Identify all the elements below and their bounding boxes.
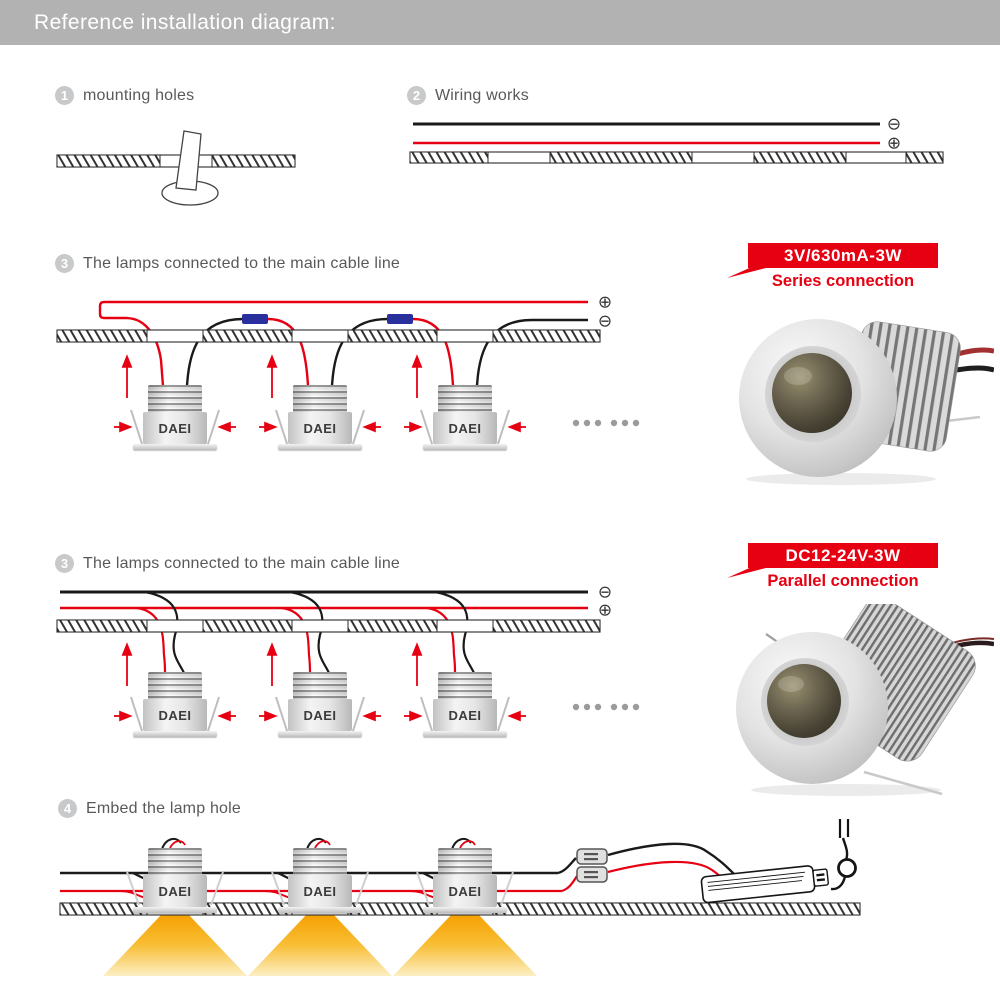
lamp-flange <box>133 907 217 913</box>
lamp-flange <box>278 731 362 737</box>
lamp-flange <box>423 731 507 737</box>
minus-icon: ⊖ <box>597 582 613 602</box>
lamp-embed-2 <box>275 848 365 913</box>
step4-label: Embed the lamp hole <box>86 799 242 817</box>
minus-icon: ⊖ <box>886 114 902 134</box>
lamp-brand-label: DAEI <box>158 707 192 723</box>
series-ellipsis-dots <box>573 420 639 426</box>
lamp-series-3 <box>420 385 510 450</box>
lamp-heatsink <box>293 385 347 413</box>
led-driver <box>701 819 856 903</box>
lamp-body <box>433 699 497 731</box>
lamp-flange <box>133 444 217 450</box>
step1-label: mounting holes <box>83 86 195 104</box>
lamp-heatsink <box>438 385 492 413</box>
series-spec-badge: 3V/630mA-3W <box>748 243 938 268</box>
lamp-flange <box>278 907 362 913</box>
parallel-wiring <box>57 592 600 673</box>
lamp-body <box>288 875 352 907</box>
lamp-brand-label: DAEI <box>303 420 337 436</box>
step3-series-label: The lamps connected to the main cable line <box>83 254 401 272</box>
lamp-parallel-2 <box>275 672 365 737</box>
lamp-body <box>143 412 207 444</box>
step1-ceiling-cutout <box>57 131 295 205</box>
minus-icon: ⊖ <box>597 311 613 331</box>
parallel-caption: Parallel connection <box>767 572 919 590</box>
lamp-parallel-3 <box>420 672 510 737</box>
step4-number-icon: 4 <box>58 799 77 818</box>
header-bar <box>0 0 1000 45</box>
parallel-spec-badge: DC12-24V-3W <box>748 543 938 568</box>
step2-label: Wiring works <box>435 86 529 104</box>
series-caption: Series connection <box>771 272 915 290</box>
step1-number-icon: 1 <box>55 86 74 105</box>
plus-icon: ⊕ <box>886 133 902 153</box>
step2-number-icon: 2 <box>407 86 426 105</box>
step3-series-heading <box>55 254 400 273</box>
lamp-heatsink <box>438 672 492 700</box>
parallel-ellipsis-dots <box>573 704 639 710</box>
step4-heading <box>58 799 241 818</box>
series-wiring <box>57 302 600 386</box>
lamp-parallel-1 <box>130 672 220 737</box>
lamp-brand-label: DAEI <box>303 883 337 899</box>
lamp-heatsink <box>148 672 202 700</box>
lamp-body <box>433 875 497 907</box>
lamp-brand-label: DAEI <box>303 707 337 723</box>
step2-heading <box>407 86 529 105</box>
lamp-body <box>288 699 352 731</box>
lamp-brand-label: DAEI <box>448 420 482 436</box>
series-lamp-photo <box>726 306 994 488</box>
lamp-heatsink <box>148 385 202 413</box>
lamp-series-1 <box>130 385 220 450</box>
lamp-brand-label: DAEI <box>448 883 482 899</box>
lamp-flange <box>133 731 217 737</box>
lamp-body <box>288 412 352 444</box>
lamp-body <box>433 412 497 444</box>
lamp-heatsink <box>293 848 347 876</box>
step1-heading <box>55 86 194 105</box>
step3-series-number-icon: 3 <box>55 254 74 273</box>
parallel-lamp-photo <box>726 604 994 796</box>
step3-parallel-label: The lamps connected to the main cable line <box>83 554 401 572</box>
lamp-brand-label: DAEI <box>158 883 192 899</box>
plus-icon: ⊕ <box>597 600 613 620</box>
plus-icon: ⊕ <box>597 292 613 312</box>
lamp-flange <box>278 444 362 450</box>
step2-wiring <box>410 124 943 163</box>
step3-parallel-heading <box>55 554 400 573</box>
embed-beams <box>103 914 537 976</box>
page-title: Reference installation diagram: <box>34 11 336 34</box>
lamp-embed-3 <box>420 848 510 913</box>
lamp-heatsink <box>148 848 202 876</box>
lamp-flange <box>423 907 507 913</box>
lamp-brand-label: DAEI <box>158 420 192 436</box>
lamp-body <box>143 875 207 907</box>
lamp-flange <box>423 444 507 450</box>
step3-parallel-number-icon: 3 <box>55 554 74 573</box>
lamp-embed-1 <box>130 848 220 913</box>
lamp-brand-label: DAEI <box>448 707 482 723</box>
lamp-heatsink <box>293 672 347 700</box>
lamp-heatsink <box>438 848 492 876</box>
lamp-body <box>143 699 207 731</box>
lamp-series-2 <box>275 385 365 450</box>
